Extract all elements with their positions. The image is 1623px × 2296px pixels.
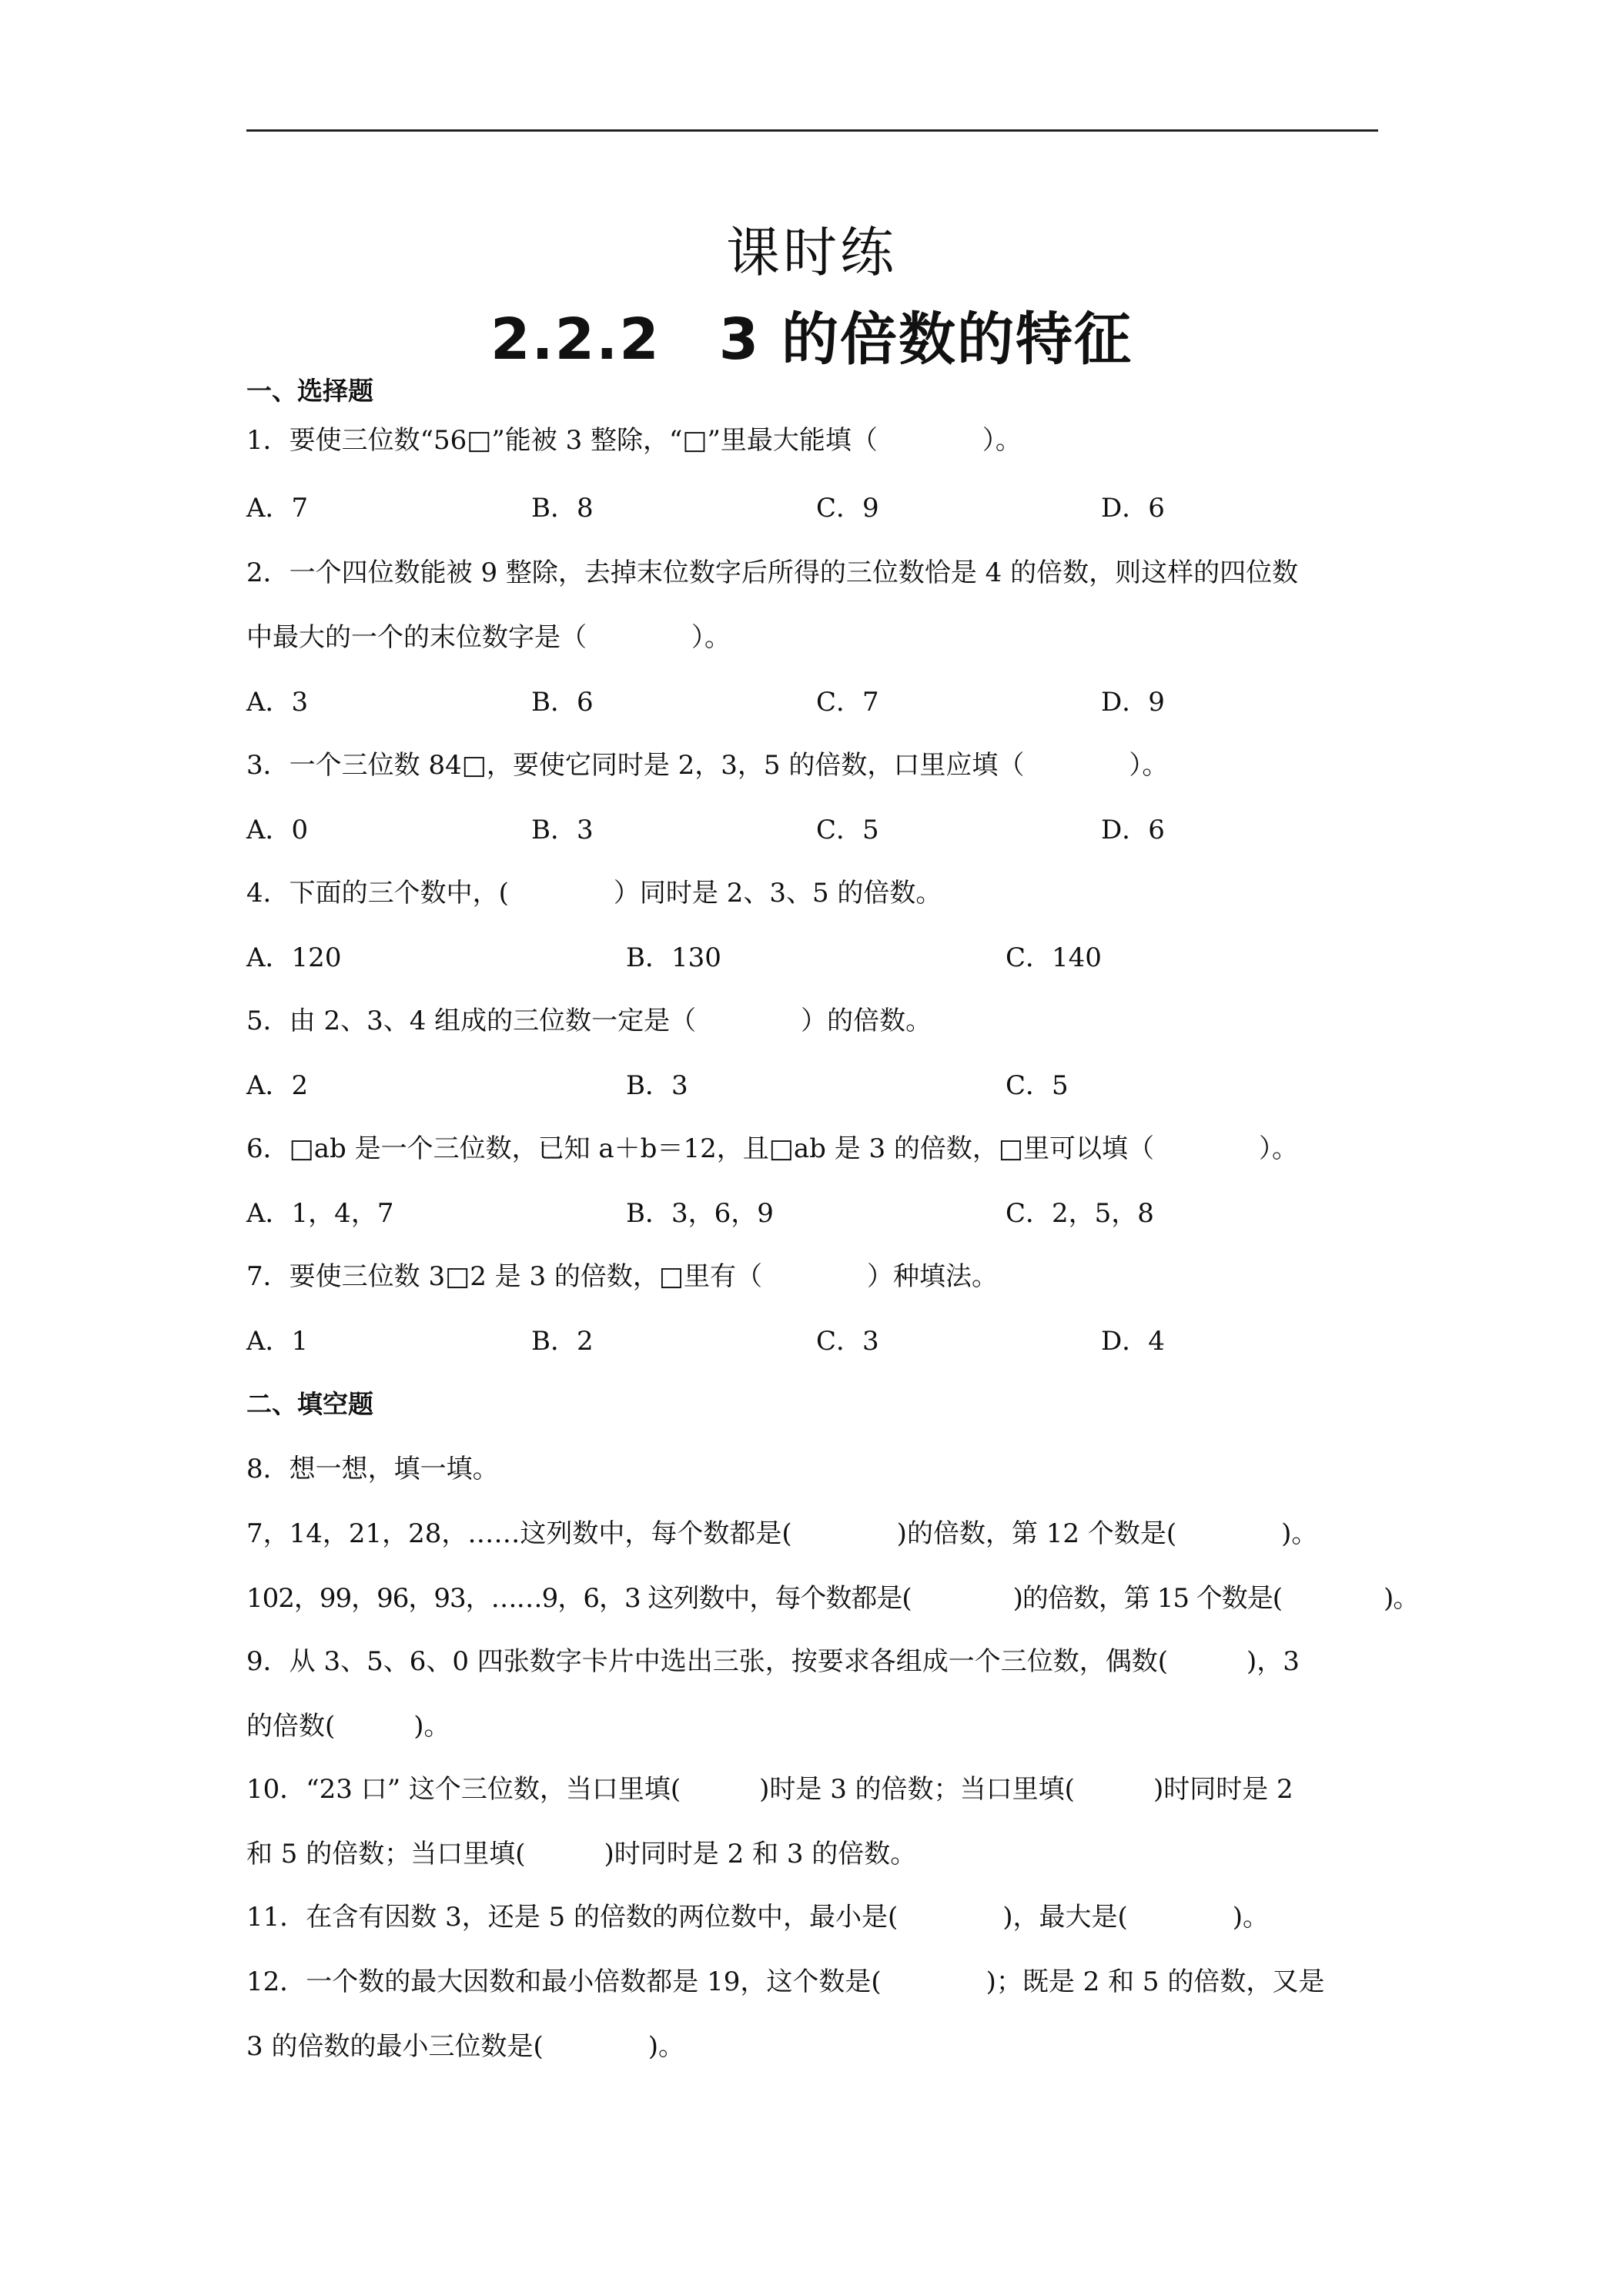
option-b: B．2 [531, 1326, 594, 1357]
option-c: C．7 [816, 687, 879, 718]
option-d: D．9 [1101, 687, 1165, 718]
question-9-stem-line-2: 的倍数( )。 [246, 1711, 450, 1742]
option-d: D．6 [1101, 815, 1165, 845]
option-c: C．9 [816, 493, 879, 524]
question-3-stem: 3．一个三位数 84□，要使它同时是 2，3，5 的倍数，口里应填（ ）。 [246, 750, 1169, 781]
option-b: B．3 [531, 815, 594, 845]
question-12-stem-line-1: 12．一个数的最大因数和最小倍数都是 19，这个数是( )；既是 2 和 5 的倍数，又是 [246, 1966, 1325, 1997]
option-b: B．3，6，9 [626, 1198, 774, 1229]
page-title: 课时练 [726, 221, 897, 284]
question-10-stem-line-2: 和 5 的倍数；当口里填( )时同时是 2 和 3 的倍数。 [246, 1839, 917, 1869]
section-heading-fill: 二、填空题 [246, 1389, 373, 1419]
question-12-stem-line-2: 3 的倍数的最小三位数是( )。 [246, 2031, 684, 2062]
option-d: D．4 [1101, 1326, 1165, 1357]
question-8-line-2: 102，99，96，93，……9，6，3 这列数中，每个数都是( )的倍数，第 15 个数是( )。 [246, 1583, 1419, 1614]
option-c: C．5 [816, 815, 879, 845]
question-11-stem: 11．在含有因数 3，还是 5 的倍数的两位数中，最小是( )，最大是( )。 [246, 1902, 1270, 1933]
option-b: B．8 [531, 493, 594, 524]
option-a: A．2 [246, 1070, 309, 1101]
option-a: A．120 [246, 942, 342, 973]
option-b: B．130 [626, 942, 721, 973]
question-7-stem: 7．要使三位数 3□2 是 3 的倍数，□里有（ ）种填法。 [246, 1261, 999, 1292]
option-b: B．6 [531, 687, 594, 718]
option-c: C．5 [1006, 1070, 1069, 1101]
option-a: A．1 [246, 1326, 309, 1357]
question-8-line-1: 7，14，21，28，……这列数中，每个数都是( )的倍数，第 12 个数是( )。 [246, 1518, 1318, 1549]
option-d: D．6 [1101, 493, 1165, 524]
header-rule [246, 129, 1378, 132]
option-c: C．140 [1006, 942, 1102, 973]
section-heading-choice: 一、选择题 [246, 376, 373, 406]
option-a: A．0 [246, 815, 309, 845]
option-b: B．3 [626, 1070, 688, 1101]
question-9-stem-line-1: 9．从 3、5、6、0 四张数字卡片中选出三张，按要求各组成一个三位数，偶数( )，3 [246, 1646, 1300, 1677]
question-4-stem: 4．下面的三个数中，( ）同时是 2、3、5 的倍数。 [246, 878, 942, 909]
question-1-stem: 1．要使三位数“56□”能被 3 整除，“□”里最大能填（ ）。 [246, 425, 1022, 456]
question-8-stem: 8．想一想，填一填。 [246, 1454, 499, 1484]
option-a: A．3 [246, 687, 309, 718]
question-2-stem-line-1: 2．一个四位数能被 9 整除，去掉末位数字后所得的三位数恰是 4 的倍数，则这样的四位数 [246, 557, 1299, 588]
question-6-stem: 6．□ab 是一个三位数，已知 a＋b＝12，且□ab 是 3 的倍数，□里可以填（ ）。 [246, 1133, 1299, 1164]
option-a: A．7 [246, 493, 309, 524]
option-a: A．1，4，7 [246, 1198, 394, 1229]
option-c: C．2，5，8 [1006, 1198, 1154, 1229]
page-subtitle: 2.2.2 3 的倍数的特征 [490, 306, 1133, 373]
question-10-stem-line-1: 10．“23 口” 这个三位数，当口里填( )时是 3 的倍数；当口里填( )时同时是 2 [246, 1774, 1293, 1805]
option-c: C．3 [816, 1326, 879, 1357]
question-2-stem-line-2: 中最大的一个的末位数字是（ ）。 [246, 622, 731, 653]
question-5-stem: 5．由 2、3、4 组成的三位数一定是（ ）的倍数。 [246, 1006, 932, 1036]
